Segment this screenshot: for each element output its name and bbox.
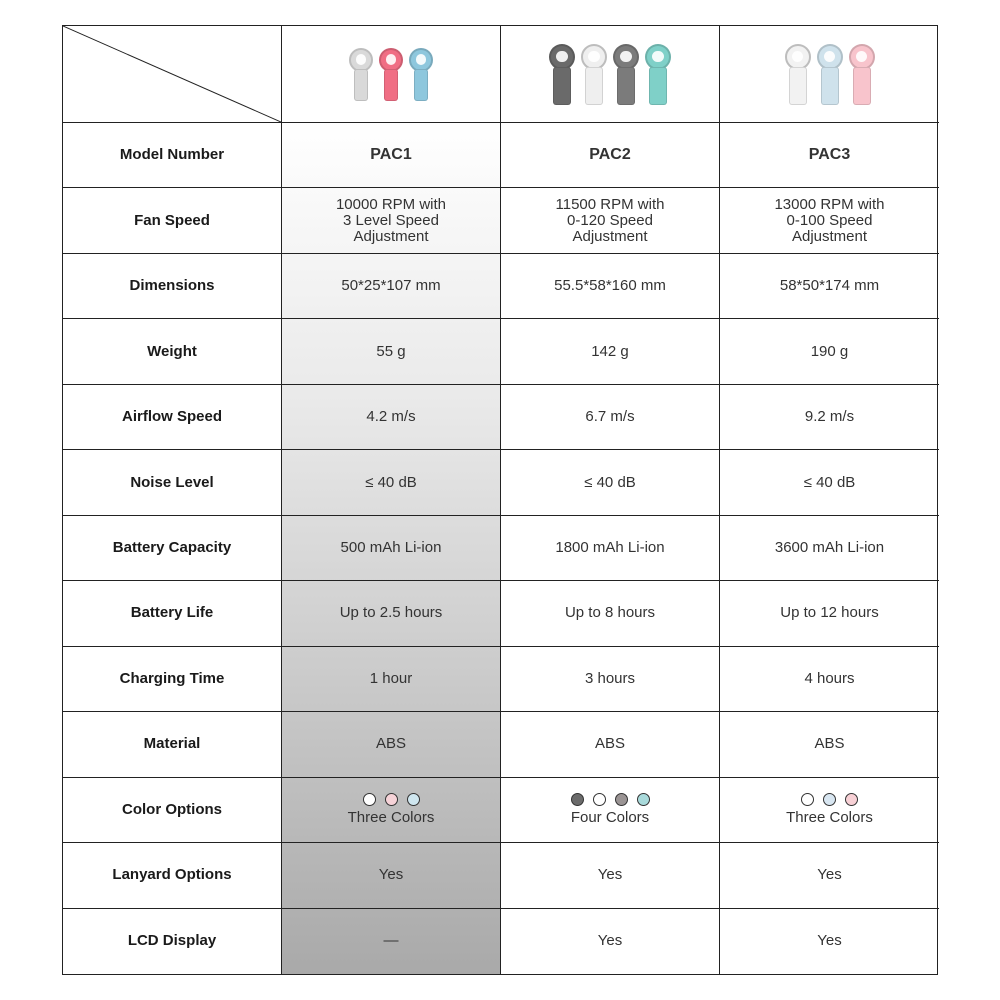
- pac1-image-cell: [282, 26, 501, 123]
- pac3-charging-time-cell: 4 hours: [720, 647, 939, 712]
- fan-icon: [409, 48, 433, 101]
- pac2-weight-cell: 142 g: [501, 319, 720, 384]
- fan-icon: [581, 44, 607, 105]
- color-swatches: [801, 793, 858, 806]
- pac3-fan-speed-cell: [720, 188, 939, 253]
- pac3-product-image: [785, 44, 875, 105]
- row-label-airflow-speed: Airflow Speed: [63, 385, 282, 450]
- row-label-dimensions: Dimensions: [63, 254, 282, 319]
- row-label-charging-time: Charging Time: [63, 647, 282, 712]
- color-options-text: Three Colors: [347, 809, 435, 827]
- value-line: 13000 RPM with: [774, 195, 885, 213]
- pac1-fan-speed-cell: [282, 188, 501, 253]
- pac1-battery-life-cell: Up to 2.5 hours: [282, 581, 501, 646]
- pac2-charging-time-cell: 3 hours: [501, 647, 720, 712]
- color-swatches: [363, 793, 420, 806]
- color-swatches: [571, 793, 650, 806]
- fan-icon: [817, 44, 843, 105]
- value-line: Adjustment: [791, 227, 868, 245]
- pac2-battery-life-cell: Up to 8 hours: [501, 581, 720, 646]
- row-label-material: Material: [63, 712, 282, 777]
- pac3-noise-level-cell: ≤ 40 dB: [720, 450, 939, 515]
- pac1-airflow-speed-cell: 4.2 m/s: [282, 385, 501, 450]
- row-label-color-options: Color Options: [63, 778, 282, 843]
- color-swatch: [593, 793, 606, 806]
- color-options-text: Four Colors: [570, 809, 650, 827]
- value-line: 0-120 Speed: [567, 211, 653, 229]
- pac1-product-image: [349, 48, 433, 101]
- pac3-battery-life-cell: Up to 12 hours: [720, 581, 939, 646]
- pac2-battery-capacity-cell: 1800 mAh Li-ion: [501, 516, 720, 581]
- pac3-lanyard-options-cell: Yes: [720, 843, 939, 908]
- pac3-airflow-speed-cell: 9.2 m/s: [720, 385, 939, 450]
- corner-cell: [63, 26, 282, 123]
- row-label-battery-capacity: Battery Capacity: [63, 516, 282, 581]
- row-label-weight: Weight: [63, 319, 282, 384]
- pac3-image-cell: [720, 26, 939, 123]
- color-options-text: Three Colors: [786, 809, 873, 827]
- pac2-image-cell: [501, 26, 720, 123]
- row-label-lanyard-options: Lanyard Options: [63, 843, 282, 908]
- color-swatch: [615, 793, 628, 806]
- pac1-color-options-cell: [282, 778, 501, 843]
- color-swatch: [801, 793, 814, 806]
- pac1-lcd-display-cell: —: [282, 909, 501, 974]
- pac1-dimensions-cell: 50*25*107 mm: [282, 254, 501, 319]
- pac1-material-cell: ABS: [282, 712, 501, 777]
- pac2-noise-level-cell: ≤ 40 dB: [501, 450, 720, 515]
- pac2-color-options-cell: [501, 778, 720, 843]
- pac3-dimensions-cell: 58*50*174 mm: [720, 254, 939, 319]
- row-label-lcd-display: LCD Display: [63, 909, 282, 974]
- pac1-charging-time-cell: 1 hour: [282, 647, 501, 712]
- row-label-battery-life: Battery Life: [63, 581, 282, 646]
- pac1-battery-capacity-cell: 500 mAh Li-ion: [282, 516, 501, 581]
- color-swatch: [637, 793, 650, 806]
- fan-icon: [379, 48, 403, 101]
- pac1-noise-level-cell: ≤ 40 dB: [282, 450, 501, 515]
- pac3-color-options-cell: [720, 778, 939, 843]
- color-swatch: [407, 793, 420, 806]
- color-swatch: [823, 793, 836, 806]
- pac3-lcd-display-cell: Yes: [817, 932, 842, 950]
- pac2-airflow-speed-cell: 6.7 m/s: [501, 385, 720, 450]
- color-swatch: [385, 793, 398, 806]
- comparison-grid: [62, 25, 938, 975]
- row-label-model-number: Model Number: [63, 123, 282, 188]
- pac2-material-cell: ABS: [501, 712, 720, 777]
- pac1-model-number-cell: PAC1: [282, 123, 501, 188]
- pac3-battery-capacity-cell: 3600 mAh Li-ion: [720, 516, 939, 581]
- pac2-product-image: [549, 44, 671, 105]
- color-swatch: [363, 793, 376, 806]
- pac3-weight-cell: 190 g: [720, 319, 939, 384]
- value-line: 10000 RPM with: [335, 195, 447, 213]
- pac2-lanyard-options-cell: Yes: [501, 843, 720, 908]
- pac3-model-number-cell: PAC3: [720, 123, 939, 188]
- comparison-table: [62, 25, 938, 975]
- value-line: Adjustment: [353, 227, 429, 245]
- row-label-noise-level: Noise Level: [63, 450, 282, 515]
- value-line: Adjustment: [572, 227, 648, 245]
- fan-icon: [613, 44, 639, 105]
- value-line: 3 Level Speed: [343, 211, 439, 229]
- pac1-weight-cell: 55 g: [282, 319, 501, 384]
- pac2-lcd-display-cell: Yes: [501, 909, 720, 974]
- fan-icon: [849, 44, 875, 105]
- fan-icon: [549, 44, 575, 105]
- value-line: 11500 RPM with: [555, 195, 665, 213]
- fan-icon: [645, 44, 671, 105]
- fan-icon: [785, 44, 811, 105]
- pac3-material-cell: ABS: [720, 712, 939, 777]
- color-swatch: [845, 793, 858, 806]
- row-label-fan-speed: Fan Speed: [63, 188, 282, 253]
- pac2-fan-speed-cell: [501, 188, 720, 253]
- pac1-lanyard-options-cell: Yes: [282, 843, 501, 908]
- color-swatch: [571, 793, 584, 806]
- value-line: 0-100 Speed: [786, 211, 873, 229]
- diagonal-line: [63, 26, 281, 122]
- pac2-model-number-cell: PAC2: [501, 123, 720, 188]
- fan-icon: [349, 48, 373, 101]
- pac2-dimensions-cell: 55.5*58*160 mm: [501, 254, 720, 319]
